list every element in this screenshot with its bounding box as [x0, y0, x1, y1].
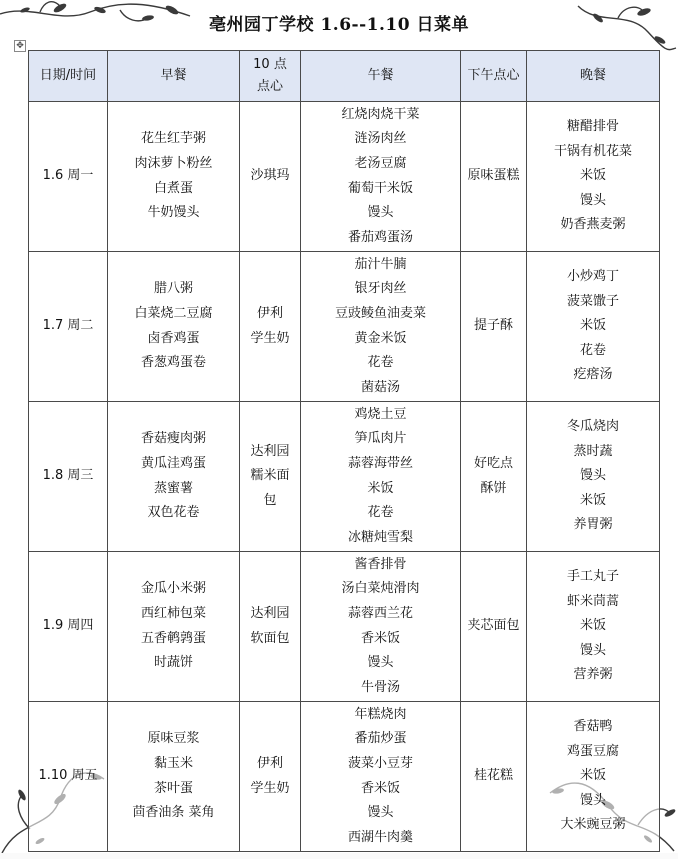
menu-item: 学生奶: [250, 780, 290, 796]
menu-item: 葡萄干米饭: [347, 180, 413, 196]
menu-item: 沙琪玛: [250, 168, 290, 184]
header-cell: [240, 51, 301, 102]
afternoon-snack-cell: [461, 552, 527, 702]
header-line: 10 点: [253, 57, 287, 72]
menu-item: 养胃粥: [573, 517, 613, 533]
menu-item: 红烧肉烧干菜: [341, 106, 420, 122]
dinner-cell: [527, 402, 660, 552]
menu-item: 冰糖炖雪梨: [347, 529, 413, 545]
morning-snack-cell: [240, 552, 301, 702]
menu-item: 腊八粥: [153, 281, 193, 297]
afternoon-snack-cell: [461, 702, 527, 852]
menu-item: 花卷: [367, 355, 394, 371]
menu-item: 香菇瘦肉粥: [140, 431, 206, 447]
menu-item: 香米饭: [360, 780, 400, 796]
menu-item: 西湖牛肉羹: [347, 829, 413, 845]
date-cell: [29, 252, 108, 402]
menu-item: 牛骨汤: [360, 679, 400, 695]
menu-item: 包: [263, 492, 277, 508]
weekly-menu-table: [28, 50, 660, 852]
page-bottom-edge: [0, 853, 678, 859]
menu-item: 老汤豆腐: [354, 155, 407, 171]
menu-item: 虾米茼蒿: [566, 593, 619, 609]
menu-item: 鸡烧土豆: [354, 406, 407, 422]
menu-item: 笋瓜肉片: [354, 431, 407, 447]
table-row: [29, 252, 660, 402]
dinner-cell: [527, 102, 660, 252]
breakfast-cell: [108, 702, 240, 852]
menu-item: 冬瓜烧肉: [566, 419, 619, 435]
page-title: 亳州园丁学校 1.6--1.10 日菜单: [209, 15, 469, 35]
menu-item: 蒜蓉西兰花: [347, 605, 413, 621]
menu-item: 茄汁牛腩: [354, 256, 407, 272]
menu-item: 年糕烧肉: [354, 706, 407, 722]
menu-item: 米饭: [579, 492, 606, 508]
afternoon-snack-cell: [461, 102, 527, 252]
menu-item: 西红柿包菜: [140, 605, 206, 621]
menu-item: 花卷: [579, 342, 606, 358]
menu-item: 好吃点: [473, 455, 513, 471]
menu-item: 酥饼: [480, 480, 507, 496]
menu-item: 涟汤肉丝: [354, 131, 407, 147]
menu-item: 蒸时蔬: [573, 443, 613, 459]
menu-item: 馒头: [579, 792, 606, 808]
menu-item: 伊利: [256, 755, 283, 771]
morning-snack-cell: [240, 402, 301, 552]
menu-item: 茴香油条 菜角: [132, 805, 215, 821]
menu-item: 馒头: [367, 655, 394, 671]
menu-item: 香葱鸡蛋卷: [140, 355, 206, 371]
menu-item: 1.10 周五: [38, 768, 98, 784]
menu-item: 蒸蜜薯: [153, 480, 193, 496]
menu-item: 大米豌豆粥: [560, 817, 626, 833]
menu-item: 馒头: [367, 805, 394, 821]
breakfast-cell: [108, 552, 240, 702]
afternoon-snack-cell: [461, 252, 527, 402]
menu-item: 双色花卷: [147, 505, 200, 521]
menu-item: 五香鹌鹑蛋: [140, 630, 206, 646]
menu-item: 米饭: [579, 768, 606, 784]
menu-item: 米饭: [367, 480, 394, 496]
lunch-cell: [301, 702, 461, 852]
menu-item: 米饭: [579, 318, 606, 334]
menu-item: 肉沫萝卜粉丝: [134, 155, 213, 171]
header-cell: 早餐: [108, 51, 240, 102]
date-cell: [29, 702, 108, 852]
lunch-cell: [301, 552, 461, 702]
lunch-cell: [301, 402, 461, 552]
table-row: [29, 402, 660, 552]
menu-item: 手工丸子: [566, 569, 619, 585]
menu-item: 原味豆浆: [147, 731, 200, 747]
header-cell: 日期/时间: [29, 51, 108, 102]
table-header-row: [29, 51, 660, 102]
menu-item: 卤香鸡蛋: [147, 330, 200, 346]
table-move-handle-icon[interactable]: ✥: [14, 40, 26, 52]
header-cell: 晚餐: [527, 51, 660, 102]
menu-item: 馒头: [579, 642, 606, 658]
table-row: [29, 702, 660, 852]
date-cell: [29, 102, 108, 252]
menu-item: 学生奶: [250, 330, 290, 346]
menu-item: 酱香排骨: [354, 556, 407, 572]
date-cell: [29, 402, 108, 552]
menu-item: 1.9 周四: [42, 618, 94, 634]
table-row: [29, 102, 660, 252]
menu-item: 菠菜小豆芽: [347, 755, 413, 771]
header-cell: 午餐: [301, 51, 461, 102]
menu-item: 米饭: [579, 618, 606, 634]
menu-item: 黏玉米: [153, 755, 193, 771]
menu-item: 干锅有机花菜: [553, 143, 632, 159]
menu-item: 达利园: [250, 443, 290, 459]
menu-item: 软面包: [250, 630, 290, 646]
menu-item: 营养粥: [573, 667, 613, 683]
menu-item: 小炒鸡丁: [566, 269, 619, 285]
afternoon-snack-cell: [461, 402, 527, 552]
menu-item: 馒头: [367, 205, 394, 221]
menu-item: 汤白菜炖滑肉: [341, 581, 420, 597]
lunch-cell: [301, 102, 461, 252]
menu-item: 时蔬饼: [153, 655, 193, 671]
menu-item: 疙瘩汤: [573, 367, 613, 383]
table-row: [29, 552, 660, 702]
menu-item: 原味蛋糕: [467, 168, 520, 184]
menu-item: 桂花糕: [473, 768, 513, 784]
menu-item: 馒头: [579, 468, 606, 484]
menu-item: 黄金米饭: [354, 330, 407, 346]
menu-item: 香米饭: [360, 630, 400, 646]
menu-item: 番茄炒蛋: [354, 731, 407, 747]
menu-item: 伊利: [256, 305, 283, 321]
breakfast-cell: [108, 402, 240, 552]
breakfast-cell: [108, 252, 240, 402]
lunch-cell: [301, 252, 461, 402]
morning-snack-cell: [240, 252, 301, 402]
dinner-cell: [527, 552, 660, 702]
header-line: 点心: [256, 79, 283, 94]
menu-item: 白煮蛋: [153, 180, 193, 196]
menu-item: 馒头: [579, 192, 606, 208]
menu-item: 花生红芋粥: [140, 131, 206, 147]
morning-snack-cell: [240, 102, 301, 252]
menu-item: 菠菜馓子: [566, 293, 619, 309]
menu-item: 茶叶蛋: [153, 780, 193, 796]
menu-item: 菌菇汤: [360, 379, 400, 395]
menu-item: 米饭: [579, 168, 606, 184]
menu-item: 提子酥: [473, 318, 513, 334]
menu-item: 奶香燕麦粥: [560, 217, 626, 233]
morning-snack-cell: [240, 702, 301, 852]
menu-item: 1.6 周一: [42, 168, 94, 184]
menu-item: 番茄鸡蛋汤: [347, 229, 413, 245]
dinner-cell: [527, 252, 660, 402]
menu-item: 花卷: [367, 505, 394, 521]
menu-item: 夹芯面包: [467, 618, 520, 634]
menu-item: 糯米面: [250, 468, 290, 484]
dinner-cell: [527, 702, 660, 852]
breakfast-cell: [108, 102, 240, 252]
menu-item: 银牙肉丝: [354, 281, 407, 297]
menu-item: 糖醋排骨: [566, 119, 619, 135]
menu-item: 达利园: [250, 605, 290, 621]
date-cell: [29, 552, 108, 702]
menu-item: 黄瓜洼鸡蛋: [140, 455, 206, 471]
header-cell: 下午点心: [461, 51, 527, 102]
menu-item: 鸡蛋豆腐: [566, 743, 619, 759]
menu-item: 牛奶馒头: [147, 205, 200, 221]
menu-item: 1.8 周三: [42, 468, 94, 484]
menu-item: 蒜蓉海带丝: [347, 455, 413, 471]
menu-item: 香菇鸭: [573, 719, 613, 735]
menu-item: 1.7 周二: [42, 318, 94, 334]
menu-item: 白菜烧二豆腐: [134, 305, 213, 321]
menu-item: 金瓜小米粥: [140, 581, 206, 597]
menu-item: 豆豉鲮鱼油麦菜: [334, 305, 426, 321]
